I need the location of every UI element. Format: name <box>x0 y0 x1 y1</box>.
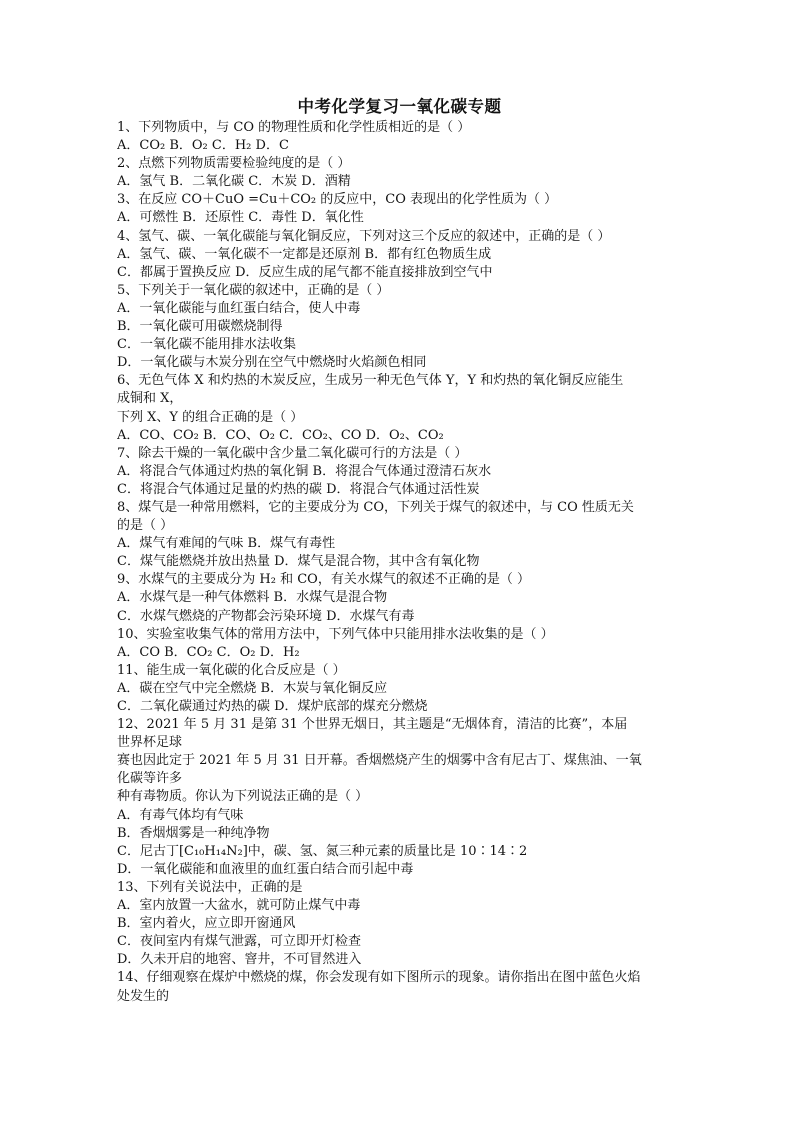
text-line: 5、下列关于一氧化碳的叙述中，正确的是（ ） <box>117 282 390 298</box>
text-line: A．氢气、碳、一氧化碳不一定都是还原剂 B．都有红色物质生成 <box>117 246 492 262</box>
text-line: C．煤气能燃烧并放出热量 D．煤气是混合物，其中含有氧化物 <box>117 554 480 570</box>
text-line: 世界杯足球 <box>117 735 183 751</box>
question-list <box>117 119 682 1006</box>
text-line: A．一氧化碳能与血红蛋白结合，使人中毒 <box>117 300 361 316</box>
text-line: 1、下列物质中，与 CO 的物理性质和化学性质相近的是（ ） <box>117 120 471 135</box>
text-line: 下列 X、Y 的组合正确的是（ ） <box>117 409 304 425</box>
text-line: 的是（ ） <box>117 518 174 534</box>
text-line: D．一氧化碳与木炭分别在空气中燃烧时火焰颜色相同 <box>117 355 427 371</box>
document-page <box>117 96 682 1006</box>
text-line: 9、水煤气的主要成分为 H₂ 和 CO，有关水煤气的叙述不正确的是（ ） <box>117 572 530 588</box>
text-line: 3、在反应 CO＋CuO =Cu＋CO₂ 的反应中，CO 表现出的化学性质为（ ） <box>117 192 558 208</box>
text-line: A．水煤气是一种气体燃料 B．水煤气是混合物 <box>117 590 388 606</box>
text-line: 10、实验室收集气体的常用方法中，下列气体中只能用排水法收集的是（ ） <box>117 626 554 642</box>
text-line: 8、煤气是一种常用燃料，它的主要成分为 CO，下列关于煤气的叙述中，与 CO 性质无关 <box>117 499 634 515</box>
text-line: 6、无色气体 X 和灼热的木炭反应，生成另一种无色气体 Y，Y 和灼热的氧化铜反应能生 <box>117 373 624 389</box>
text-line: C．将混合气体通过足量的灼热的碳 D．将混合气体通过活性炭 <box>117 481 480 497</box>
text-line: 处发生的 <box>117 988 170 1004</box>
text-line: B．香烟烟雾是一种纯净物 <box>117 825 270 841</box>
text-line: B．室内着火，应立即开窗通风 <box>117 916 296 932</box>
text-line: 11、能生成一氧化碳的化合反应是（ ） <box>117 662 346 678</box>
text-line: A．将混合气体通过灼热的氧化铜 B．将混合气体通过澄清石灰水 <box>117 463 492 479</box>
text-line: A．碳在空气中完全燃烧 B．木炭与氧化铜反应 <box>117 680 388 696</box>
text-line: 种有毒物质。你认为下列说法正确的是（ ） <box>117 789 369 805</box>
text-line: D．一氧化碳能和血液里的血红蛋白结合而引起中毒 <box>117 861 414 877</box>
text-line: A．氢气 B．二氧化碳 C．木炭 D．酒精 <box>117 174 351 190</box>
text-line: A．室内放置一大盆水，就可防止煤气中毒 <box>117 898 361 914</box>
text-line: 4、氢气、碳、一氧化碳能与氧化铜反应，下列对这三个反应的叙述中，正确的是（ ） <box>117 228 611 244</box>
text-line: C．尼古丁[C₁₀H₁₄N₂]中，碳、氢、氮三种元素的质量比是 10∶14∶2 <box>117 843 528 859</box>
text-line: C．都属于置换反应 D．反应生成的尾气都不能直接排放到空气中 <box>117 264 493 280</box>
document-title: 中考化学复习一氧化碳专题 <box>297 97 502 116</box>
text-line: 14、仔细观察在煤炉中燃烧的煤，你会发现有如下图所示的现象。请你指出在图中蓝色火焰 <box>117 970 641 986</box>
text-line: 13、下列有关说法中，正确的是 <box>117 879 303 895</box>
text-line: 7、除去干燥的一氧化碳中含少量二氧化碳可行的方法是（ ） <box>117 445 468 461</box>
text-line: C．夜间室内有煤气泄露，可立即开灯检查 <box>117 934 361 950</box>
text-line: D．久未开启的地窖、窨井，不可冒然进入 <box>117 952 362 968</box>
text-line: A．CO B．CO₂ C．O₂ D．H₂ <box>117 644 300 660</box>
text-line: 12、2021 年 5 月 31 是第 31 个世界无烟日，其主题是“无烟体育，清洁的比赛”，本届 <box>117 717 628 733</box>
text-line: A．煤气有难闻的气味 B．煤气有毒性 <box>117 536 336 552</box>
text-line: A．CO₂ B．O₂ C．H₂ D．C <box>117 138 289 154</box>
text-line: A．CO、CO₂ B．CO、O₂ C．CO₂、CO D．O₂、CO₂ <box>117 427 444 443</box>
text-line: 赛也因此定于 2021 年 5 月 31 日开幕。香烟燃烧产生的烟雾中含有尼古丁、煤焦油、一氧 <box>117 753 642 769</box>
text-line: A．可燃性 B．还原性 C．毒性 D．氧化性 <box>117 210 364 226</box>
text-line: C．水煤气燃烧的产物都会污染环境 D．水煤气有毒 <box>117 608 415 624</box>
text-line: A．有毒气体均有气味 <box>117 807 244 823</box>
text-line: 化碳等许多 <box>117 771 183 787</box>
text-line: C．二氧化碳通过灼热的碳 D．煤炉底部的煤充分燃烧 <box>117 699 428 714</box>
text-line: B．一氧化碳可用碳燃烧制得 <box>117 319 283 335</box>
text-line: 成铜和 X， <box>117 391 183 407</box>
text-line: 2、点燃下列物质需要检验纯度的是（ ） <box>117 156 351 172</box>
text-line: C．一氧化碳不能用排水法收集 <box>117 337 296 353</box>
